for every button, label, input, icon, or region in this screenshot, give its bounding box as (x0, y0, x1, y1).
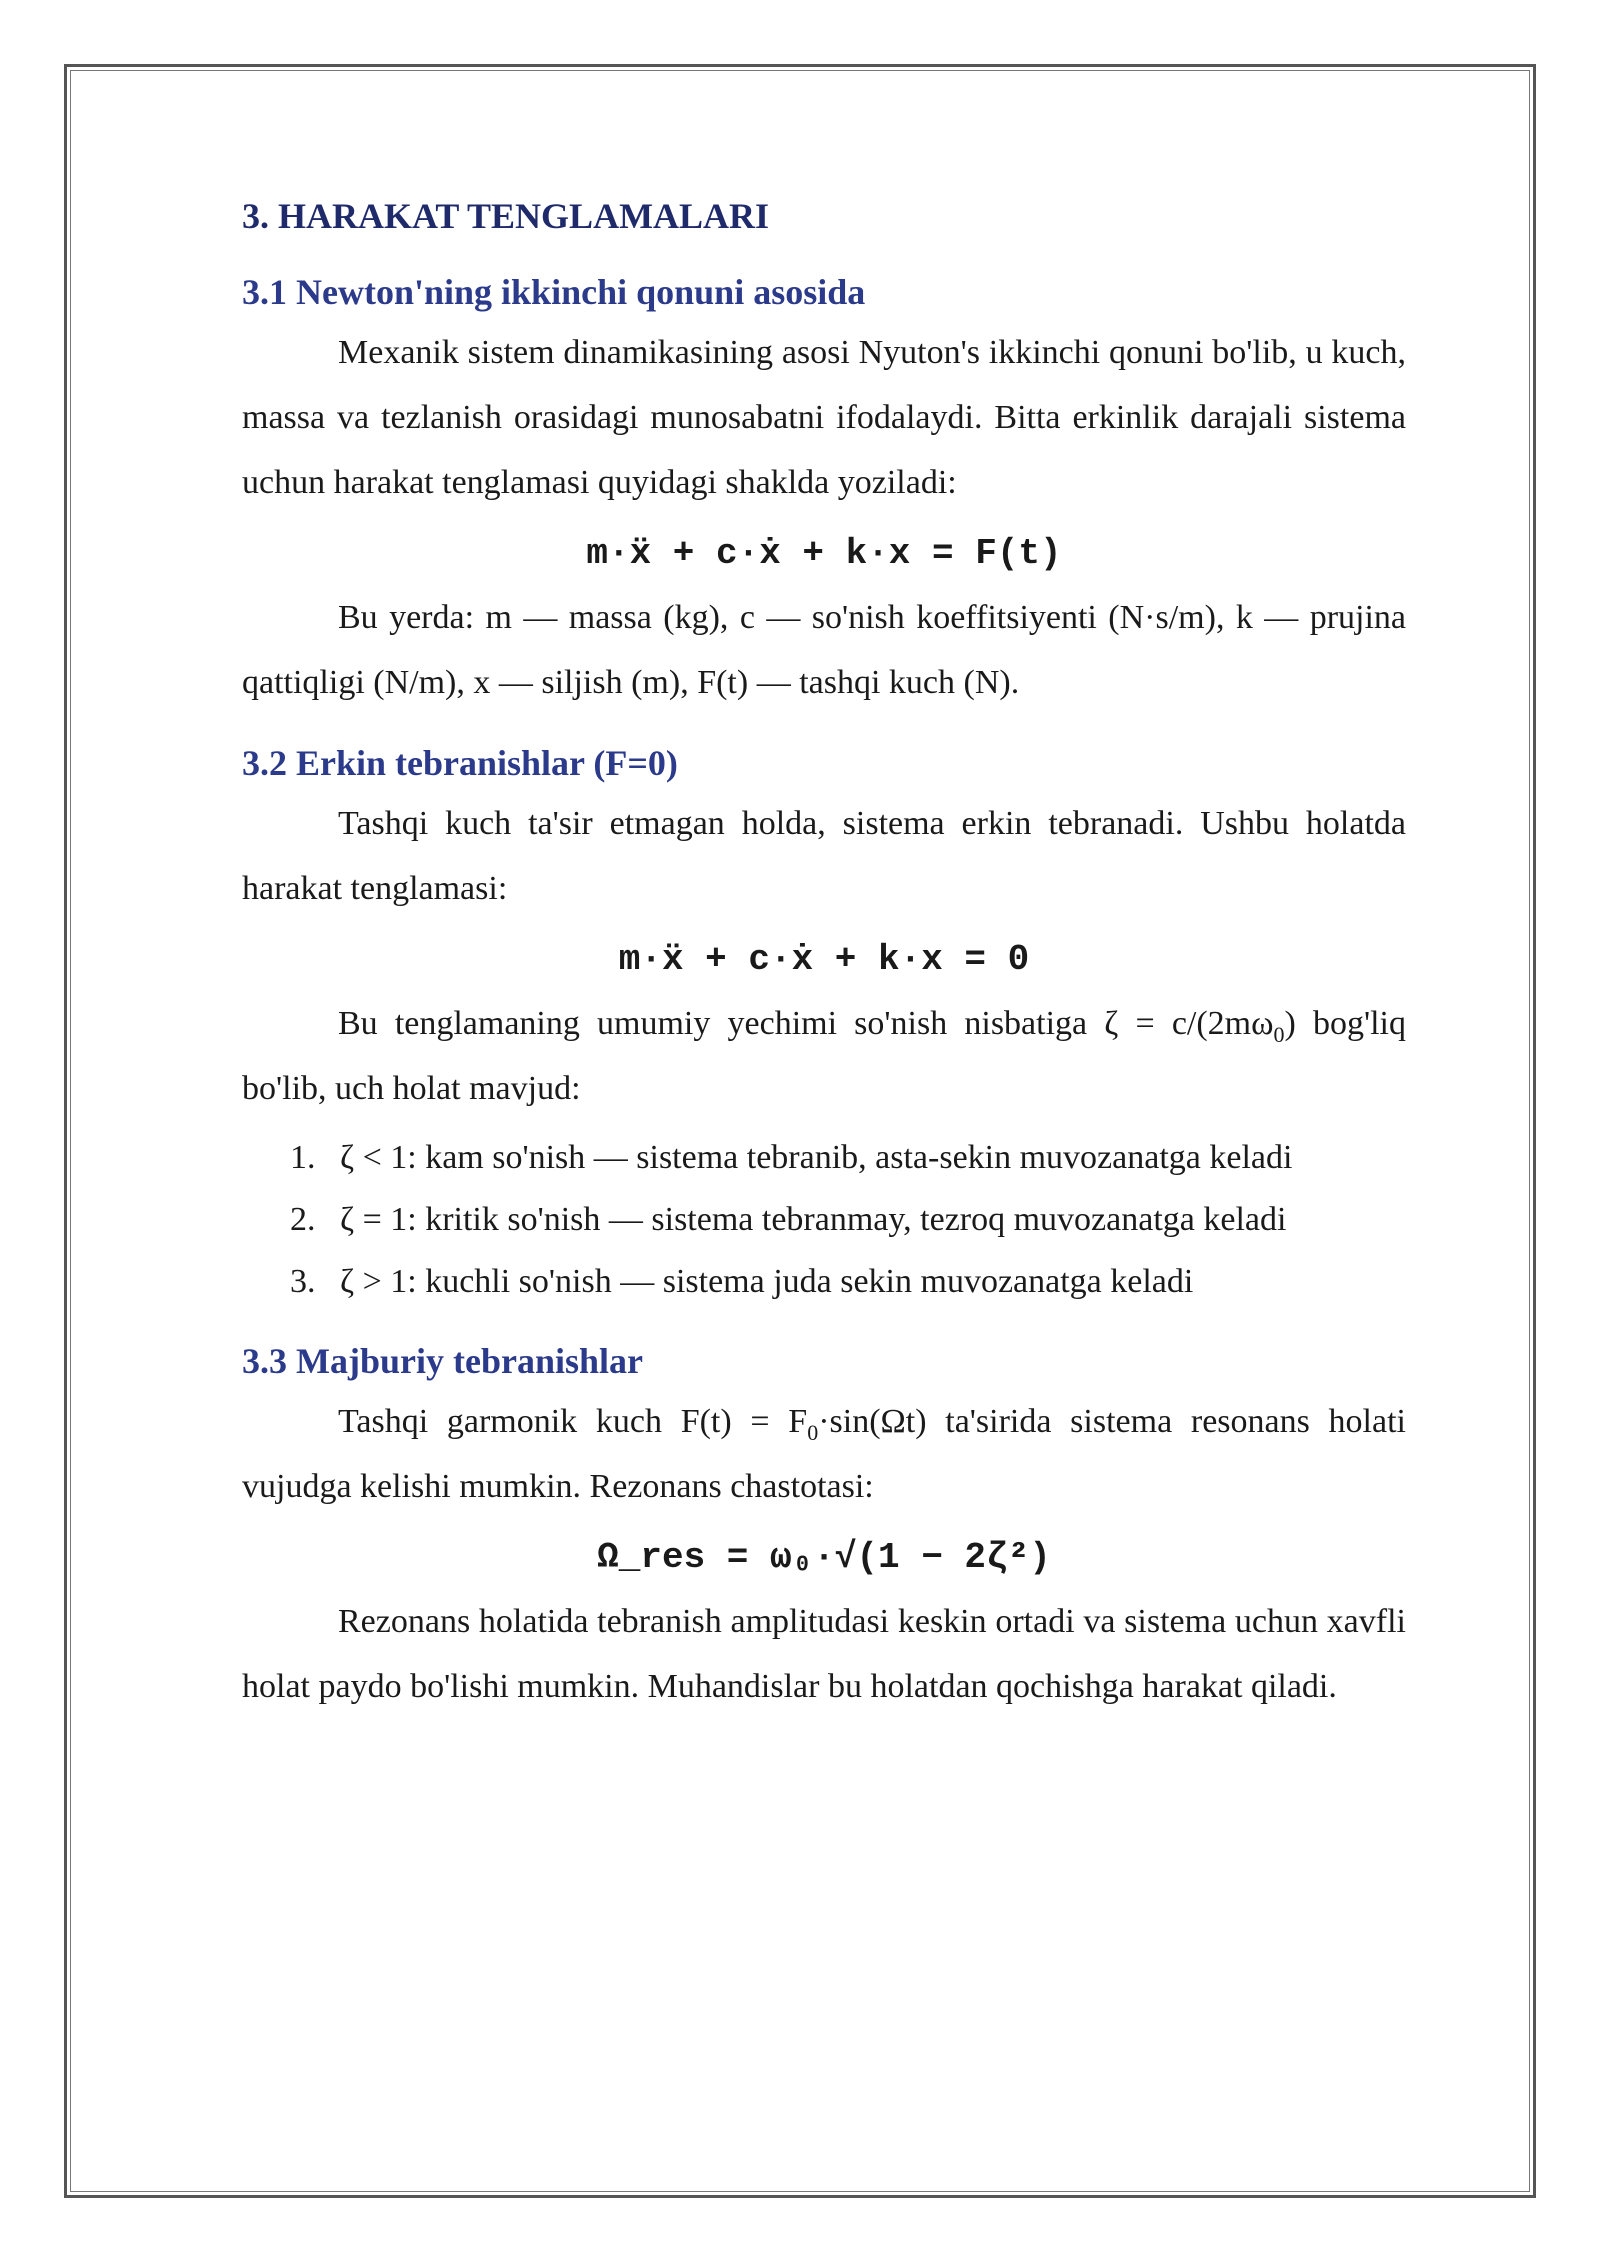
section-title: 3. HARAKAT TENGLAMALARI (242, 196, 770, 236)
paragraph-3-2-intro: Tashqi kuch ta'sir etmagan holda, sistema erkin tebranadi. Ushbu holatda harakat tenglamasi: (242, 805, 1406, 907)
list-item (242, 1251, 1406, 1313)
damping-subscript: 0 (1273, 1021, 1285, 1047)
list-item-number: 1. (290, 1139, 316, 1176)
list-item-text: ζ < 1: kam so'nish — sistema tebranib, asta-sekin muvozanatga keladi (340, 1139, 1293, 1176)
list-item-number: 2. (290, 1201, 316, 1238)
damping-text-after: ) bog'liq bo'lib, uch holat mavjud: (242, 1005, 1406, 1107)
subsection-title-3-2: 3.2 Erkin tebranishlar (F=0) (242, 743, 678, 783)
paragraph-3-1-intro: Mexanik sistem dinamikasining asosi Nyuton's ikkinchi qonuni bo'lib, u kuch, massa va tezlanish orasidagi munosabatni ifodalaydi. Bitta erkinlik darajali sistema uchun harakat tenglamasi quyidagi shaklda yoziladi: (242, 334, 1406, 501)
damping-text-before: Bu tenglamaning umumiy yechimi so'nish nisbatiga ζ = c/(2mω (338, 1005, 1274, 1042)
damping-cases-list (242, 1127, 1406, 1313)
paragraph-3-1-definitions: Bu yerda: m — massa (kg), c — so'nish koeffitsiyenti (N·s/m), k — prujina qattiqligi (N/m), x — siljish (m), F(t) — tashqi kuch (N). (242, 599, 1406, 701)
formula-resonance-frequency: Ω_res = ω₀·√(1 − 2ζ²) (597, 1537, 1051, 1578)
list-item (242, 1127, 1406, 1189)
subsection-title-3-3: 3.3 Majburiy tebranishlar (242, 1341, 643, 1381)
list-item-number: 3. (290, 1263, 316, 1300)
document-content (242, 192, 1406, 1719)
subsection-title-3-1: 3.1 Newton'ning ikkinchi qonuni asosida (242, 272, 866, 312)
list-item-text: ζ = 1: kritik so'nish — sistema tebranmay, tezroq muvozanatga keladi (340, 1201, 1287, 1238)
list-item-text: ζ > 1: kuchli so'nish — sistema juda sekin muvozanatga keladi (340, 1263, 1194, 1300)
force-amplitude-subscript: 0 (807, 1419, 819, 1445)
paragraph-3-2-damping-ratio (242, 991, 1406, 1121)
list-item (242, 1189, 1406, 1251)
forced-text-before: Tashqi garmonik kuch F(t) = F (338, 1403, 808, 1440)
paragraph-3-3-intro (242, 1389, 1406, 1519)
formula-motion-equation: m·ẍ + c·ẋ + k·x = F(t) (586, 533, 1062, 574)
formula-free-vibration: m·ẍ + c·ẋ + k·x = 0 (618, 939, 1030, 980)
paragraph-3-3-resonance: Rezonans holatida tebranish amplitudasi keskin ortadi va sistema uchun xavfli holat paydo bo'lishi mumkin. Muhandislar bu holatdan qochishga harakat qiladi. (242, 1603, 1406, 1705)
forced-text-after: ·sin(Ωt) ta'sirida sistema resonans holati vujudga kelishi mumkin. Rezonans chastotasi: (242, 1403, 1406, 1505)
